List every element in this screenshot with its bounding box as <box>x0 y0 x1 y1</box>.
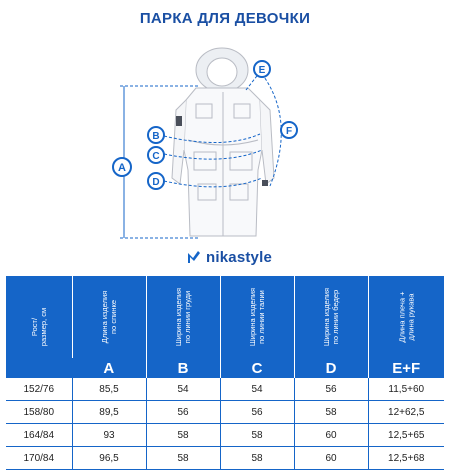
cell-value: 12,5+65 <box>368 424 444 447</box>
marker-c <box>148 147 164 163</box>
brand-name: nikastyle <box>206 248 273 266</box>
svg-text:F: F <box>285 126 293 137</box>
nikastyle-logo-icon <box>186 249 202 265</box>
table-row <box>6 424 444 447</box>
svg-text:D: D <box>152 177 160 188</box>
brand-logo <box>186 247 272 267</box>
cell-value: 56 <box>220 401 294 424</box>
svg-text:E: E <box>258 65 266 76</box>
header-size: Рост/ размер, см <box>6 276 72 378</box>
cell-size: 158/80 <box>6 401 72 424</box>
table-header-desc-row <box>6 276 444 358</box>
cell-size: 152/76 <box>6 378 72 401</box>
cell-value: 58 <box>220 424 294 447</box>
header-desc-ef: Длина плеча + длина рукава <box>368 276 444 358</box>
cell-value: 56 <box>146 401 220 424</box>
cell-value: 96,5 <box>72 447 146 470</box>
svg-text:C: C <box>152 151 160 162</box>
header-letter-c: C <box>220 358 294 378</box>
cell-value: 54 <box>146 378 220 401</box>
header-letter-b: B <box>146 358 220 378</box>
marker-b <box>148 127 164 143</box>
cell-value: 12,5+68 <box>368 447 444 470</box>
cell-value: 11,5+60 <box>368 378 444 401</box>
cell-value: 58 <box>146 424 220 447</box>
cell-value: 89,5 <box>72 401 146 424</box>
header-letter-ef: E+F <box>368 358 444 378</box>
cell-value: 60 <box>294 447 368 470</box>
svg-text:A: A <box>118 162 126 174</box>
header-letter-d: D <box>294 358 368 378</box>
marker-d <box>148 173 164 189</box>
cuff-detail <box>262 180 268 186</box>
cell-value: 56 <box>294 378 368 401</box>
table-row <box>6 378 444 401</box>
marker-a <box>113 158 131 176</box>
header-desc-d: Ширина изделия по линии бедер <box>294 276 368 358</box>
marker-f <box>281 122 297 138</box>
cell-value: 58 <box>220 447 294 470</box>
cell-value: 12+62,5 <box>368 401 444 424</box>
cell-value: 58 <box>146 447 220 470</box>
header-desc-b: Ширина изделия по линии груди <box>146 276 220 358</box>
cell-size: 164/84 <box>6 424 72 447</box>
cell-value: 85,5 <box>72 378 146 401</box>
svg-text:B: B <box>152 131 160 142</box>
header-desc-c: Ширина изделия по линии талии <box>220 276 294 358</box>
cell-value: 60 <box>294 424 368 447</box>
cell-value: 58 <box>294 401 368 424</box>
cell-value: 93 <box>72 424 146 447</box>
cell-size: 170/84 <box>6 447 72 470</box>
header-desc-a: Длина изделия по спинке <box>72 276 146 358</box>
cell-value: 54 <box>220 378 294 401</box>
page-title: ПАРКА ДЛЯ ДЕВОЧКИ <box>139 10 311 27</box>
sleeve-patch <box>176 116 182 126</box>
marker-e <box>254 61 270 77</box>
header-letter-a: A <box>72 358 146 378</box>
table-row <box>6 401 444 424</box>
size-table <box>6 276 444 470</box>
